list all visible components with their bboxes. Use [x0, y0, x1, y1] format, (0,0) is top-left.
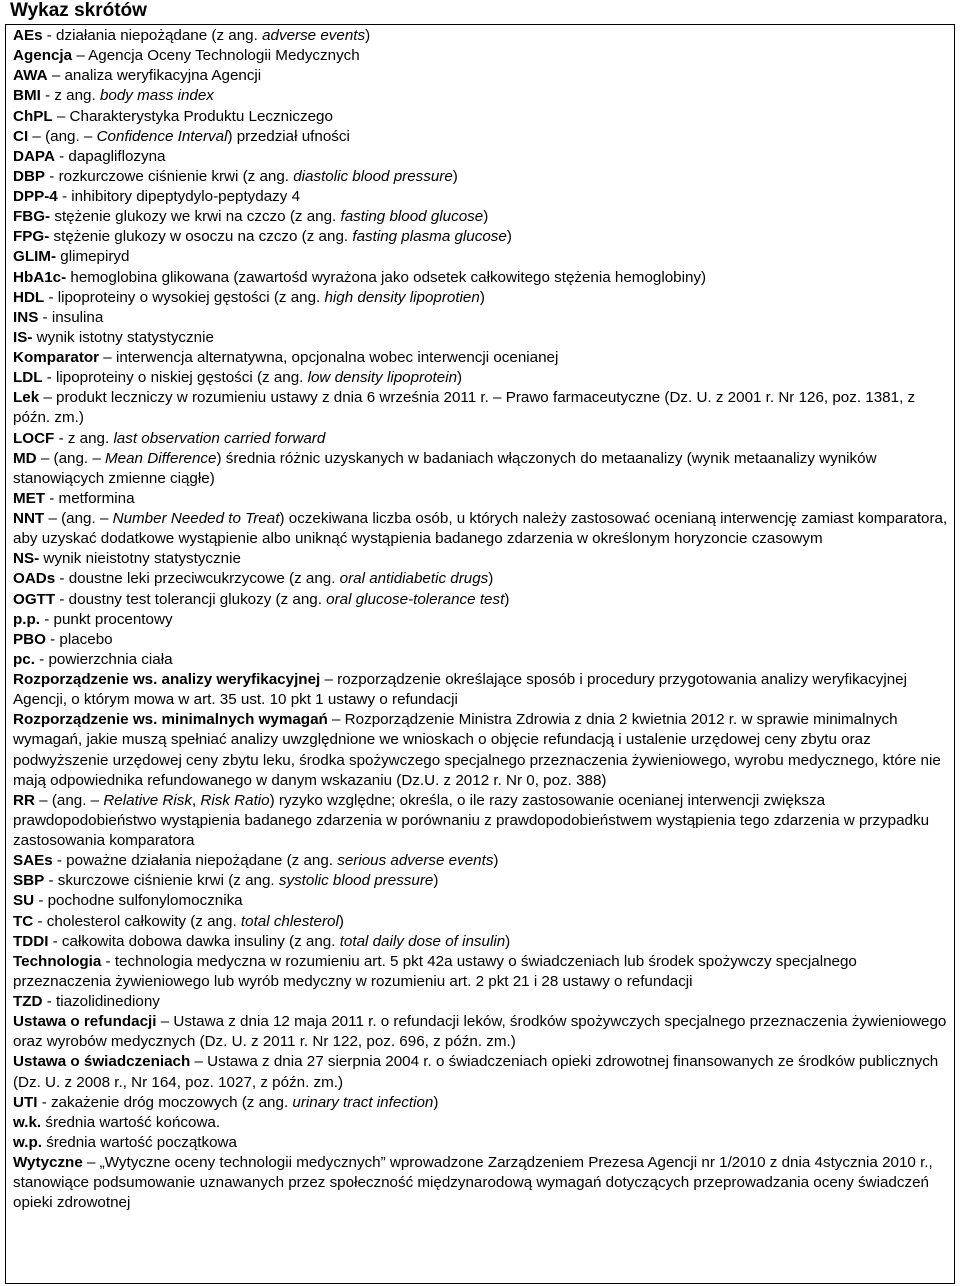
abbreviation-entry	[13, 167, 949, 187]
english-term: systolic blood pressure	[278, 872, 434, 890]
abbreviation-term: AEs	[13, 27, 43, 44]
abbreviation-term: LOCF	[13, 429, 55, 447]
definition-text: - inhibitory dipeptydylo-peptydazy 4	[57, 188, 301, 205]
abbreviation-entry	[13, 912, 949, 932]
abbreviation-entry	[13, 791, 949, 851]
abbreviation-term: NS-	[13, 550, 40, 568]
definition-text: – produkt leczniczy w rozumieniu ustawy z dnia 6 września 2011 r. – Prawo farmaceutyczne (Dz. U. z 2001 r. Nr 126, poz. 1381, z późn. zm.)	[13, 389, 916, 427]
english-term: Mean Difference	[105, 449, 217, 467]
english-term: oral antidiabetic drugs	[339, 570, 489, 588]
definition-text: - skurczowe ciśnienie krwi (z ang.	[44, 872, 279, 890]
english-term: diastolic blood pressure	[293, 167, 453, 185]
abbreviation-term: PBO	[13, 630, 46, 648]
abbreviation-term: TZD	[13, 993, 43, 1010]
english-term: adverse events	[262, 27, 366, 44]
definition-text: wynik nieistotny statystycznie	[39, 550, 241, 568]
definition-text: ) ryzyko względne; określa, o ile razy zastosowanie ocenianej interwencji zwiększa prawdopodobieństwo wystąpienia badanego zdarzenia w porównaniu z prawdopodobieństwem wystąpienia tego zdarzenia w przypadku zastosowania komparatora	[13, 791, 930, 849]
abbreviation-entry	[13, 348, 949, 368]
abbreviation-entry	[13, 932, 949, 952]
english-term: serious adverse events	[337, 852, 494, 870]
abbreviation-term: DBP	[13, 167, 46, 185]
definition-text: – rozporządzenie określające sposób i procedury przygotowania analizy weryfikacyjnej Agencji, o którym mowa w art. 35 ust. 10 pkt 1 ustawy o refundacji	[13, 671, 907, 709]
abbreviation-term: OGTT	[13, 590, 56, 608]
english-term: body mass index	[99, 87, 214, 105]
definition-text: - zakażenie dróg moczowych (z ang.	[37, 1093, 293, 1111]
definition-text: – interwencja alternatywna, opcjonalna wobec interwencji ocenianej	[99, 349, 559, 366]
abbreviation-entry	[13, 489, 949, 509]
abbreviation-entry	[13, 1093, 949, 1113]
definition-text: – (ang. –	[28, 127, 97, 145]
definition-text: - cholesterol całkowity (z ang.	[33, 912, 241, 930]
abbreviation-term: GLIM-	[13, 248, 57, 266]
abbreviation-term: DPP-4	[13, 188, 58, 205]
abbreviation-entry	[13, 871, 949, 891]
definition-text: glimepiryd	[56, 248, 130, 266]
abbreviation-entry	[13, 368, 949, 388]
definition-text: – Agencja Oceny Technologii Medycznych	[72, 47, 360, 65]
abbreviation-term: p.p.	[13, 610, 40, 628]
abbreviation-entry	[13, 630, 949, 650]
definition-text: ) przedział ufności	[227, 127, 350, 145]
abbreviation-term: Ustawa o świadczeniach	[13, 1053, 191, 1071]
abbreviation-term: NNT	[13, 510, 45, 527]
definition-text: )	[338, 912, 344, 930]
english-term: total daily dose of insulin	[339, 932, 506, 950]
page-title: Wykaz skrótów	[10, 0, 147, 21]
abbreviation-entry	[13, 1113, 949, 1133]
definition-text: – (ang. –	[34, 791, 104, 809]
definition-text: - metformina	[45, 489, 135, 507]
english-term: Number Needed to Treat	[112, 510, 280, 527]
abbreviation-entry	[13, 86, 949, 106]
abbreviation-entry	[13, 268, 949, 288]
abbreviation-term: CI	[13, 127, 29, 145]
abbreviation-entry	[13, 429, 949, 449]
english-term: Confidence Interval	[96, 127, 228, 145]
abbreviation-term: INS	[13, 308, 39, 326]
definition-text: – Charakterystyka Produktu Leczniczego	[52, 107, 333, 125]
definition-text: )	[504, 590, 510, 608]
abbreviation-entry	[13, 1012, 949, 1052]
english-term: last observation carried forward	[113, 429, 326, 447]
definition-text: stężenie glukozy we krwi na czczo (z ang.	[50, 208, 341, 226]
definition-text: )	[488, 570, 494, 588]
abbreviation-term: RR	[13, 791, 35, 809]
definition-text: )	[483, 208, 489, 226]
abbreviation-term: Komparator	[13, 349, 100, 366]
definition-text: – „Wytyczne oceny technologii medycznych” wprowadzone Zarządzeniem Prezesa Agencji nr 1/2010 z dnia 4stycznia 2010 r., stanowiące podsumowanie uznawanych przez społeczność międzynarodową wymagań dotyczących przeprowadzania oceny świadczeń opieki zdrowotnej	[13, 1154, 933, 1212]
abbreviation-entry	[13, 1052, 949, 1092]
abbreviation-entry	[13, 851, 949, 871]
definition-text: )	[457, 369, 463, 387]
definition-text: - działania niepożądane (z ang.	[42, 27, 263, 44]
abbreviation-entry	[13, 670, 949, 710]
definition-text: ) średnia różnic uzyskanych w badaniach włączonych do metaanalizy (wynik metaanalizy wyników stanowiących zmienne ciągłe)	[13, 449, 877, 487]
english-term: high density lipoprotien	[324, 288, 480, 306]
abbreviation-entry	[13, 107, 949, 127]
abbreviation-term: w.p.	[13, 1133, 42, 1151]
abbreviation-term: Rozporządzenie ws. minimalnych wymagań	[13, 711, 328, 729]
abbreviation-entry	[13, 610, 949, 630]
abbreviation-term: FBG-	[13, 208, 51, 226]
abbreviation-term: ChPL	[13, 107, 53, 125]
definition-text: - pochodne sulfonylomocznika	[34, 892, 243, 910]
abbreviation-entry	[13, 549, 949, 569]
abbreviation-term: Lek	[13, 389, 40, 407]
abbreviation-term: FPG-	[13, 228, 50, 246]
abbreviation-term: Technologia	[13, 952, 102, 970]
definition-text: – (ang. –	[44, 510, 113, 527]
definition-text: ,	[191, 791, 201, 809]
definition-text: - insulina	[38, 308, 104, 326]
abbreviation-entry	[13, 1153, 949, 1213]
definition-text: wynik istotny statystycznie	[32, 328, 214, 346]
abbreviation-list	[13, 26, 949, 1213]
definition-text: – analiza weryfikacyjna Agencji	[47, 67, 262, 85]
definition-text: - doustne leki przeciwcukrzycowe (z ang.	[55, 570, 340, 588]
abbreviation-term: SBP	[13, 872, 45, 890]
definition-text: - całkowita dobowa dawka insuliny (z ang.	[48, 932, 340, 950]
abbreviation-entry	[13, 127, 949, 147]
definition-text: hemoglobina glikowana (zawartośd wyrażona jako odsetek całkowitego stężenia hemoglobiny)	[66, 268, 707, 286]
definition-text: - doustny test tolerancji glukozy (z ang.	[55, 590, 327, 608]
english-term: total chlesterol	[240, 912, 339, 930]
definition-text: )	[365, 27, 371, 44]
abbreviation-term: SU	[13, 892, 35, 910]
abbreviation-term: TC	[13, 912, 34, 930]
abbreviation-entry	[13, 26, 949, 46]
definition-text: - poważne działania niepożądane (z ang.	[52, 852, 338, 870]
definition-text: - dapagliflozyna	[54, 147, 166, 165]
abbreviation-term: UTI	[13, 1093, 38, 1111]
abbreviation-entry	[13, 1133, 949, 1153]
english-term: low density lipoprotein	[307, 369, 458, 387]
definition-text: )	[505, 932, 511, 950]
definition-text: - lipoproteiny o niskiej gęstości (z ang.	[42, 369, 308, 387]
definition-text: ) oczekiwana liczba osób, u których należy zastosować ocenianą interwencję zamiast komparatora, aby uzyskać dodatkowe wystąpienie albo uniknąć wystąpienia badanego zdarzenia w określonym horyzoncie czasowym	[13, 510, 948, 548]
abbreviation-term: OADs	[13, 570, 56, 588]
abbreviation-entry	[13, 388, 949, 428]
abbreviation-term: HDL	[13, 288, 45, 306]
abbreviation-term: MD	[13, 449, 37, 467]
english-term: urinary tract infection	[292, 1093, 434, 1111]
abbreviation-term: Rozporządzenie ws. analizy weryfikacyjnej	[13, 671, 321, 688]
abbreviation-term: SAEs	[13, 852, 53, 870]
abbreviation-entry	[13, 187, 949, 207]
abbreviation-entry	[13, 569, 949, 589]
abbreviation-entry	[13, 710, 949, 791]
definition-text: - technologia medyczna w rozumieniu art. 5 pkt 42a ustawy o świadczeniach lub środek spożywczy specjalnego przeznaczenia żywieniowego lub wyrób medyczny w rozumieniu art. 2 pkt 21 i 28 ustawy o refundacji	[13, 952, 857, 990]
definition-text: )	[479, 288, 485, 306]
abbreviation-entry	[13, 952, 949, 992]
abbreviation-entry	[13, 590, 949, 610]
definition-text: - tiazolidinediony	[42, 993, 160, 1010]
definition-text: )	[452, 167, 458, 185]
abbreviation-entry	[13, 227, 949, 247]
english-term: Risk Ratio	[200, 791, 270, 809]
definition-text: )	[493, 852, 499, 870]
abbreviation-term: Ustawa o refundacji	[13, 1013, 157, 1031]
abbreviation-entry	[13, 650, 949, 670]
english-term: oral glucose-tolerance test	[326, 590, 505, 608]
definition-text: średnia wartość końcowa.	[41, 1113, 221, 1131]
abbreviation-term: LDL	[13, 369, 43, 387]
abbreviation-entry	[13, 328, 949, 348]
abbreviation-term: BMI	[13, 87, 41, 105]
abbreviation-term: DAPA	[13, 147, 55, 165]
abbreviation-entry	[13, 46, 949, 66]
definition-text: )	[433, 1093, 439, 1111]
definition-text: – Rozporządzenie Ministra Zdrowia z dnia 2 kwietnia 2012 r. w sprawie minimalnych wymagań, jakie muszą spełniać analizy uwzględnione we wnioskach o objęcie refundacją i ustalenie urzędowej ceny zbytu oraz podwyższenie urzędowej ceny zbytu leku, środka spożywczego specjalnego przeznaczenia żywieniowego, wyrobu medycznego, które nie mają odpowiednika refundowanego w danym wskazaniu (Dz.U. z 2012 r. Nr 0, poz. 388)	[13, 711, 941, 789]
abbreviation-entry	[13, 66, 949, 86]
definition-text: )	[506, 228, 512, 246]
definition-text: )	[433, 872, 439, 890]
abbreviation-entry	[13, 288, 949, 308]
abbreviation-entry	[13, 207, 949, 227]
english-term: Relative Risk	[103, 791, 192, 809]
definition-text: stężenie glukozy w osoczu na czczo (z ang.	[49, 228, 353, 246]
abbreviation-entry	[13, 247, 949, 267]
definition-text: - lipoproteiny o wysokiej gęstości (z ang.	[44, 288, 325, 306]
definition-text: - z ang.	[54, 429, 114, 447]
definition-text: - placebo	[45, 630, 113, 648]
abbreviation-term: TDDI	[13, 932, 49, 950]
english-term: fasting plasma glucose	[352, 228, 507, 246]
definition-text: – Ustawa z dnia 12 maja 2011 r. o refundacji leków, środków spożywczych specjalnego przeznaczenia żywieniowego oraz wyrobów medycznych (Dz. U. z 2011 r. Nr 122, poz. 696, z późn. zm.)	[13, 1013, 947, 1051]
abbreviation-entry	[13, 992, 949, 1012]
abbreviation-entry	[13, 147, 949, 167]
abbreviation-term: IS-	[13, 328, 33, 346]
definition-text: – Ustawa z dnia 27 sierpnia 2004 r. o świadczeniach opieki zdrowotnej finansowanych ze środków publicznych (Dz. U. z 2008 r., Nr 164, poz. 1027, z późn. zm.)	[13, 1053, 939, 1091]
abbreviation-entry	[13, 308, 949, 328]
definition-text: - z ang.	[40, 87, 100, 105]
abbreviation-entry	[13, 509, 949, 549]
abbreviation-term: Agencja	[13, 47, 73, 65]
english-term: fasting blood glucose	[340, 208, 484, 226]
definition-text: – (ang. –	[36, 449, 106, 467]
definition-text: - punkt procentowy	[40, 610, 173, 628]
abbreviation-entry	[13, 891, 949, 911]
abbreviation-term: pc.	[13, 650, 35, 668]
abbreviation-term: Wytyczne	[13, 1154, 83, 1171]
abbreviation-entry	[13, 449, 949, 489]
abbreviation-term: HbA1c-	[13, 268, 67, 286]
definition-text: średnia wartość początkowa	[41, 1133, 237, 1151]
definition-text: - rozkurczowe ciśnienie krwi (z ang.	[45, 167, 294, 185]
abbreviation-term: MET	[13, 489, 46, 507]
abbreviation-term: AWA	[13, 67, 48, 85]
definition-text: - powierzchnia ciała	[34, 650, 173, 668]
abbreviation-term: w.k.	[13, 1113, 42, 1131]
